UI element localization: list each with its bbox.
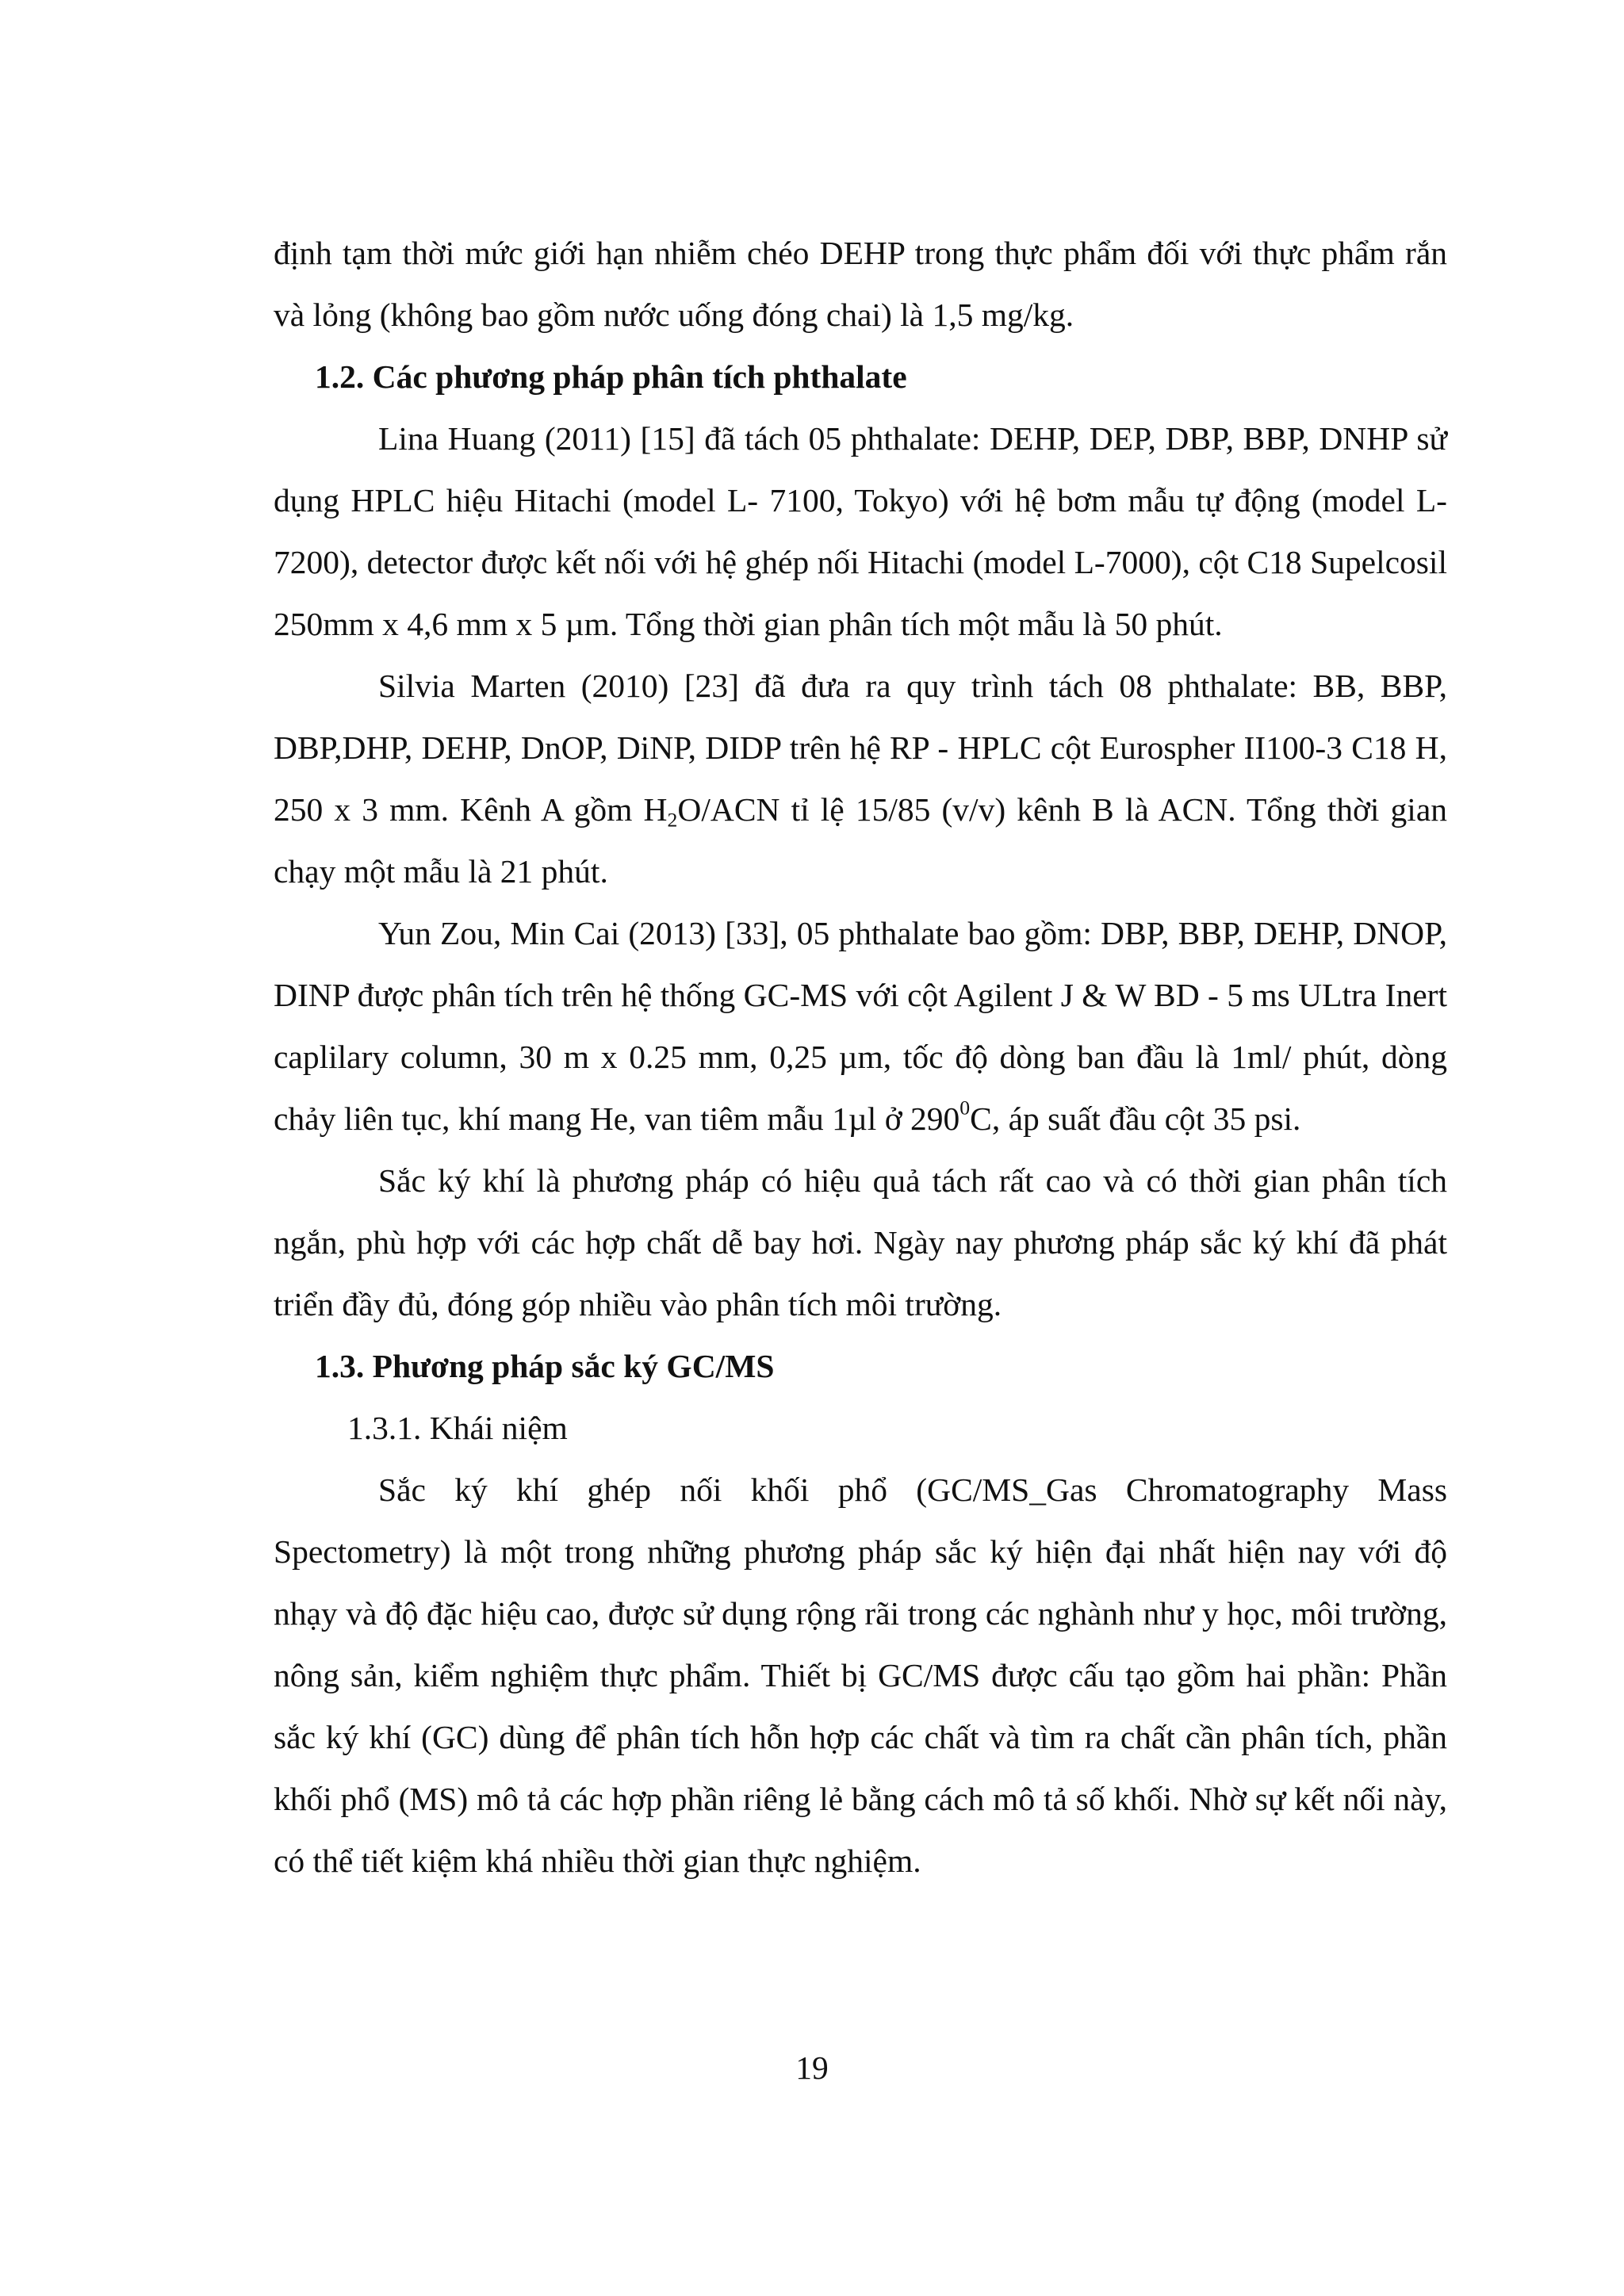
paragraph-yun-zou-text-a: Yun Zou, Min Cai (2013) [33], 05 phthalate bao gồm: DBP, BBP, DEHP, DNOP, DINP được phân tích trên hệ thống GC-MS với cột Agilent J & W BD - 5 ms ULtra Inert caplilary column, 30 m x 0.25 mm, 0,25 µm, tốc độ dòng ban đầu là 1ml/ phút, dòng chảy liên tục, khí mang He, van tiêm mẫu 1µl ở 290: [274, 915, 1447, 1137]
paragraph-continuation: định tạm thời mức giới hạn nhiễm chéo DEHP trong thực phẩm đối với thực phẩm rắn và lỏng (không bao gồm nước uống đóng chai) là 1,5 mg/kg.: [274, 235, 1447, 333]
subscript-2: 2: [667, 808, 678, 832]
paragraph-yun-zou-text-b: C, áp suất đầu cột 35 psi.: [970, 1100, 1301, 1137]
heading-1-3: 1.3. Phương pháp sắc ký GC/MS: [315, 1348, 775, 1384]
paragraph-gas-chromatography: Sắc ký khí là phương pháp có hiệu quả tách rất cao và có thời gian phân tích ngắn, phù hợp với các hợp chất dễ bay hơi. Ngày nay phương pháp sắc ký khí đã phát triển đầy đủ, đóng góp nhiều vào phân tích môi trường.: [274, 1162, 1447, 1322]
paragraph-silvia-marten-text-a: Silvia Marten (2010) [23] đã đưa ra quy trình tách 08 phthalate: BB, BBP, DBP,DHP, DEHP, DnOP, DiNP, DIDP trên hệ RP - HPLC cột Eurospher II100-3 C18 H, 250 x 3 mm. Kênh A gồm H: [274, 668, 1447, 828]
superscript-degree: 0: [959, 1096, 971, 1119]
paragraph-silvia-marten: [274, 655, 1447, 902]
page-number: 19: [795, 2049, 829, 2086]
paragraph-yun-zou: [274, 902, 1447, 1150]
paragraph-lina-huang: Lina Huang (2011) [15] đã tách 05 phthalate: DEHP, DEP, DBP, BBP, DNHP sử dụng HPLC hiệu Hitachi (model L- 7100, Tokyo) với hệ bơm mẫu tự động (model L- 7200), detector được kết nối với hệ ghép nối Hitachi (model L-7000), cột C18 Supelcosil 250mm x 4,6 mm x 5 µm. Tổng thời gian phân tích một mẫu là 50 phút.: [274, 420, 1447, 642]
document-page: [274, 222, 1447, 1892]
paragraph-silvia-marten-text-b: O/ACN tỉ lệ 15/85 (v/v) kênh B là ACN. Tổng thời gian chạy một mẫu là 21 phút.: [274, 791, 1448, 890]
heading-1-2: 1.2. Các phương pháp phân tích phthalate: [315, 358, 907, 395]
heading-1-3-1: 1.3.1. Khái niệm: [347, 1410, 568, 1446]
paragraph-gcms-definition: Sắc ký khí ghép nối khối phổ (GC/MS_Gas Chromatography Mass Spectometry) là một trong những phương pháp sắc ký hiện đại nhất hiện nay với độ nhạy và độ đặc hiệu cao, được sử dụng rộng rãi trong các nghành như y học, môi trường, nông sản, kiểm nghiệm thực phẩm. Thiết bị GC/MS được cấu tạo gồm hai phần: Phần sắc ký khí (GC) dùng để phân tích hỗn hợp các chất và tìm ra chất cần phân tích, phần khối phổ (MS) mô tả các hợp phần riêng lẻ bằng cách mô tả số khối. Nhờ sự kết nối này, có thể tiết kiệm khá nhiều thời gian thực nghiệm.: [274, 1471, 1447, 1879]
